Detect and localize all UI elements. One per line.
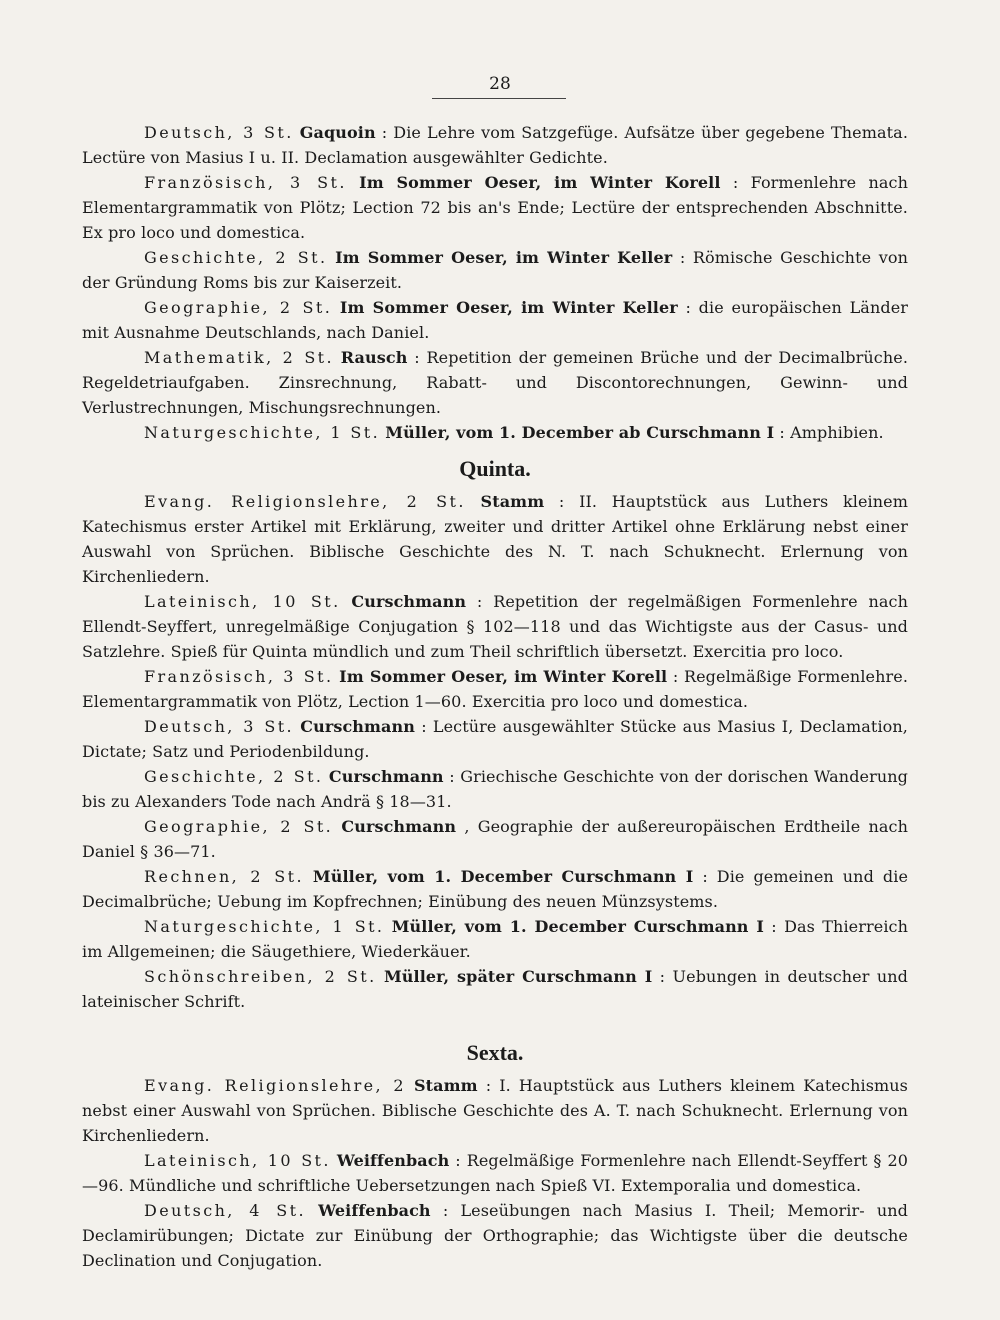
section-quinta	[82, 489, 908, 1014]
course-subject: Lateinisch, 10 St.	[144, 1151, 331, 1170]
course-subject: Evang. Religionslehre, 2	[144, 1076, 406, 1095]
course-teacher: Weiffenbach	[336, 1151, 450, 1170]
course-description: : Repetition der gemeinen Brüche und der Decimalbrüche. Regeldetriaufgaben. Zinsrechnung, Rabatt- und Discontorechnungen, Gewinn- und Verlustrechnungen, Mischungsrechnungen.	[82, 348, 909, 417]
course-paragraph	[82, 345, 908, 420]
course-paragraph	[82, 814, 908, 864]
course-teacher: Curschmann	[341, 817, 457, 836]
course-teacher: Gaquoin	[299, 123, 376, 142]
document-body	[82, 120, 908, 1273]
heading-sexta: Sexta.	[466, 1040, 524, 1065]
course-subject: Geographie, 2 St.	[144, 298, 333, 317]
course-paragraph	[82, 1148, 908, 1198]
header-rule	[432, 98, 566, 99]
course-paragraph	[82, 589, 908, 664]
heading-quinta: Quinta.	[459, 456, 531, 481]
course-description: : I. Hauptstück aus Luthers kleinem Katechismus nebst einer Auswahl von Sprüchen. Biblische Geschichte des A. T. nach Schuknecht. Erlernung von Kirchenliedern.	[82, 1076, 908, 1145]
course-teacher: Rausch	[340, 348, 408, 367]
course-teacher: Im Sommer Oeser, im Winter Keller	[339, 298, 678, 317]
course-paragraph	[82, 170, 908, 245]
course-description: : Amphibien.	[779, 423, 884, 442]
course-teacher: Im Sommer Oeser, im Winter Korell	[359, 173, 721, 192]
course-teacher: Curschmann	[328, 767, 444, 786]
course-description: : Leseübungen nach Masius I. Theil; Memorir- und Declamirübungen; Dictate zur Einübung der Orthographie; das Wichtigste über die deutsche Declination und Conjugation.	[82, 1201, 909, 1270]
course-subject: Schönschreiben, 2 St.	[144, 967, 377, 986]
course-subject: Deutsch, 3 St.	[144, 717, 295, 736]
course-description: : Griechische Geschichte von der dorischen Wanderung bis zu Alexanders Tode nach Andrä § 18—31.	[82, 767, 909, 811]
course-subject: Mathematik, 2 St.	[144, 348, 334, 367]
course-teacher: Weiffenbach	[318, 1201, 431, 1220]
course-teacher: Curschmann	[300, 717, 415, 736]
course-paragraph	[82, 1073, 908, 1148]
course-subject: Evang. Religionslehre, 2 St.	[144, 492, 466, 511]
course-subject: Deutsch, 4 St.	[144, 1201, 306, 1220]
course-description: : Regelmäßige Formenlehre nach Ellendt-Seyffert § 20—96. Mündliche und schriftliche Uebersetzungen nach Spieß VI. Extemporalia und domestica.	[82, 1151, 909, 1195]
course-description: : die europäischen Länder mit Ausnahme Deutschlands, nach Daniel.	[82, 298, 909, 342]
course-paragraph	[82, 964, 908, 1014]
course-subject: Geschichte, 2 St.	[144, 767, 324, 786]
course-teacher: Müller, später Curschmann I	[383, 967, 653, 986]
course-subject: Geschichte, 2 St.	[144, 248, 328, 267]
course-paragraph	[82, 245, 908, 295]
section-sexta	[82, 1073, 908, 1273]
course-description: : Uebungen in deutscher und lateinischer Schrift.	[82, 967, 909, 1011]
course-subject: Naturgeschichte, 1 St.	[144, 423, 381, 442]
course-teacher: Im Sommer Oeser, im Winter Korell	[339, 667, 668, 686]
course-description: : Das Thierreich im Allgemeinen; die Säugethiere, Wiederkäuer.	[82, 917, 909, 961]
course-subject: Naturgeschichte, 1 St.	[144, 917, 385, 936]
course-teacher: Curschmann	[351, 592, 467, 611]
course-paragraph	[82, 420, 908, 445]
course-paragraph	[82, 714, 908, 764]
course-description: : Regelmäßige Formenlehre. Elementargrammatik von Plötz, Lection 1—60. Exercitia pro loco und domestica.	[82, 667, 909, 711]
course-subject: Französisch, 3 St.	[144, 173, 347, 192]
course-paragraph	[82, 295, 908, 345]
course-description: : Lectüre ausgewählter Stücke aus Masius I, Declamation, Dictate; Satz und Periodenbildung.	[82, 717, 908, 761]
course-description: , Geographie der außereuropäischen Erdtheile nach Daniel § 36—71.	[82, 817, 909, 861]
course-description: : Formenlehre nach Elementargrammatik von Plötz; Lection 72 bis an's Ende; Lectüre der entsprechenden Abschnitte. Ex pro loco und domestica.	[82, 173, 908, 242]
course-subject: Französisch, 3 St.	[144, 667, 334, 686]
course-teacher: Stamm	[413, 1076, 478, 1095]
course-teacher: Müller, vom 1. December Curschmann I	[391, 917, 764, 936]
course-paragraph	[82, 664, 908, 714]
course-description: : Die Lehre vom Satzgefüge. Aufsätze über gegebene Themata. Lectüre von Masius I u. II. Declamation ausgewählter Gedichte.	[82, 123, 909, 167]
course-subject: Deutsch, 3 St.	[144, 123, 294, 142]
course-paragraph	[82, 120, 908, 170]
course-paragraph	[82, 489, 908, 589]
course-paragraph	[82, 764, 908, 814]
course-teacher: Müller, vom 1. December Curschmann I	[312, 867, 694, 886]
course-paragraph	[82, 1198, 908, 1273]
course-description: : Die gemeinen und die Decimalbrüche; Uebung im Kopfrechnen; Einübung des neuen Münzsystems.	[82, 867, 909, 911]
course-description: : II. Hauptstück aus Luthers kleinem Katechismus erster Artikel mit Erklärung, zweiter und dritter Artikel ohne Erklärung nebst einer Auswahl von Sprüchen. Biblische Geschichte des N. T. nach Schuknecht. Erlernung von Kirchenliedern.	[82, 492, 909, 586]
course-description: : Römische Geschichte von der Gründung Roms bis zur Kaiserzeit.	[82, 248, 909, 292]
page-number: 28	[489, 74, 511, 94]
course-subject: Lateinisch, 10 St.	[144, 592, 341, 611]
course-subject: Rechnen, 2 St.	[144, 867, 304, 886]
course-teacher: Müller, vom 1. December ab Curschmann I	[385, 423, 775, 442]
course-subject: Geographie, 2 St.	[144, 817, 334, 836]
course-teacher: Im Sommer Oeser, im Winter Keller	[335, 248, 673, 267]
course-paragraph	[82, 864, 908, 914]
course-paragraph	[82, 914, 908, 964]
course-description: : Repetition der regelmäßigen Formenlehre nach Ellendt-Seyffert, unregelmäßige Conjugation § 102—118 und das Wichtigste aus der Casus- und Satzlehre. Spieß für Quinta mündlich und zum Theil schriftlich übersetzt. Exercitia pro loco.	[82, 592, 909, 661]
section-sekunda-continued	[82, 120, 908, 445]
course-teacher: Stamm	[480, 492, 545, 511]
